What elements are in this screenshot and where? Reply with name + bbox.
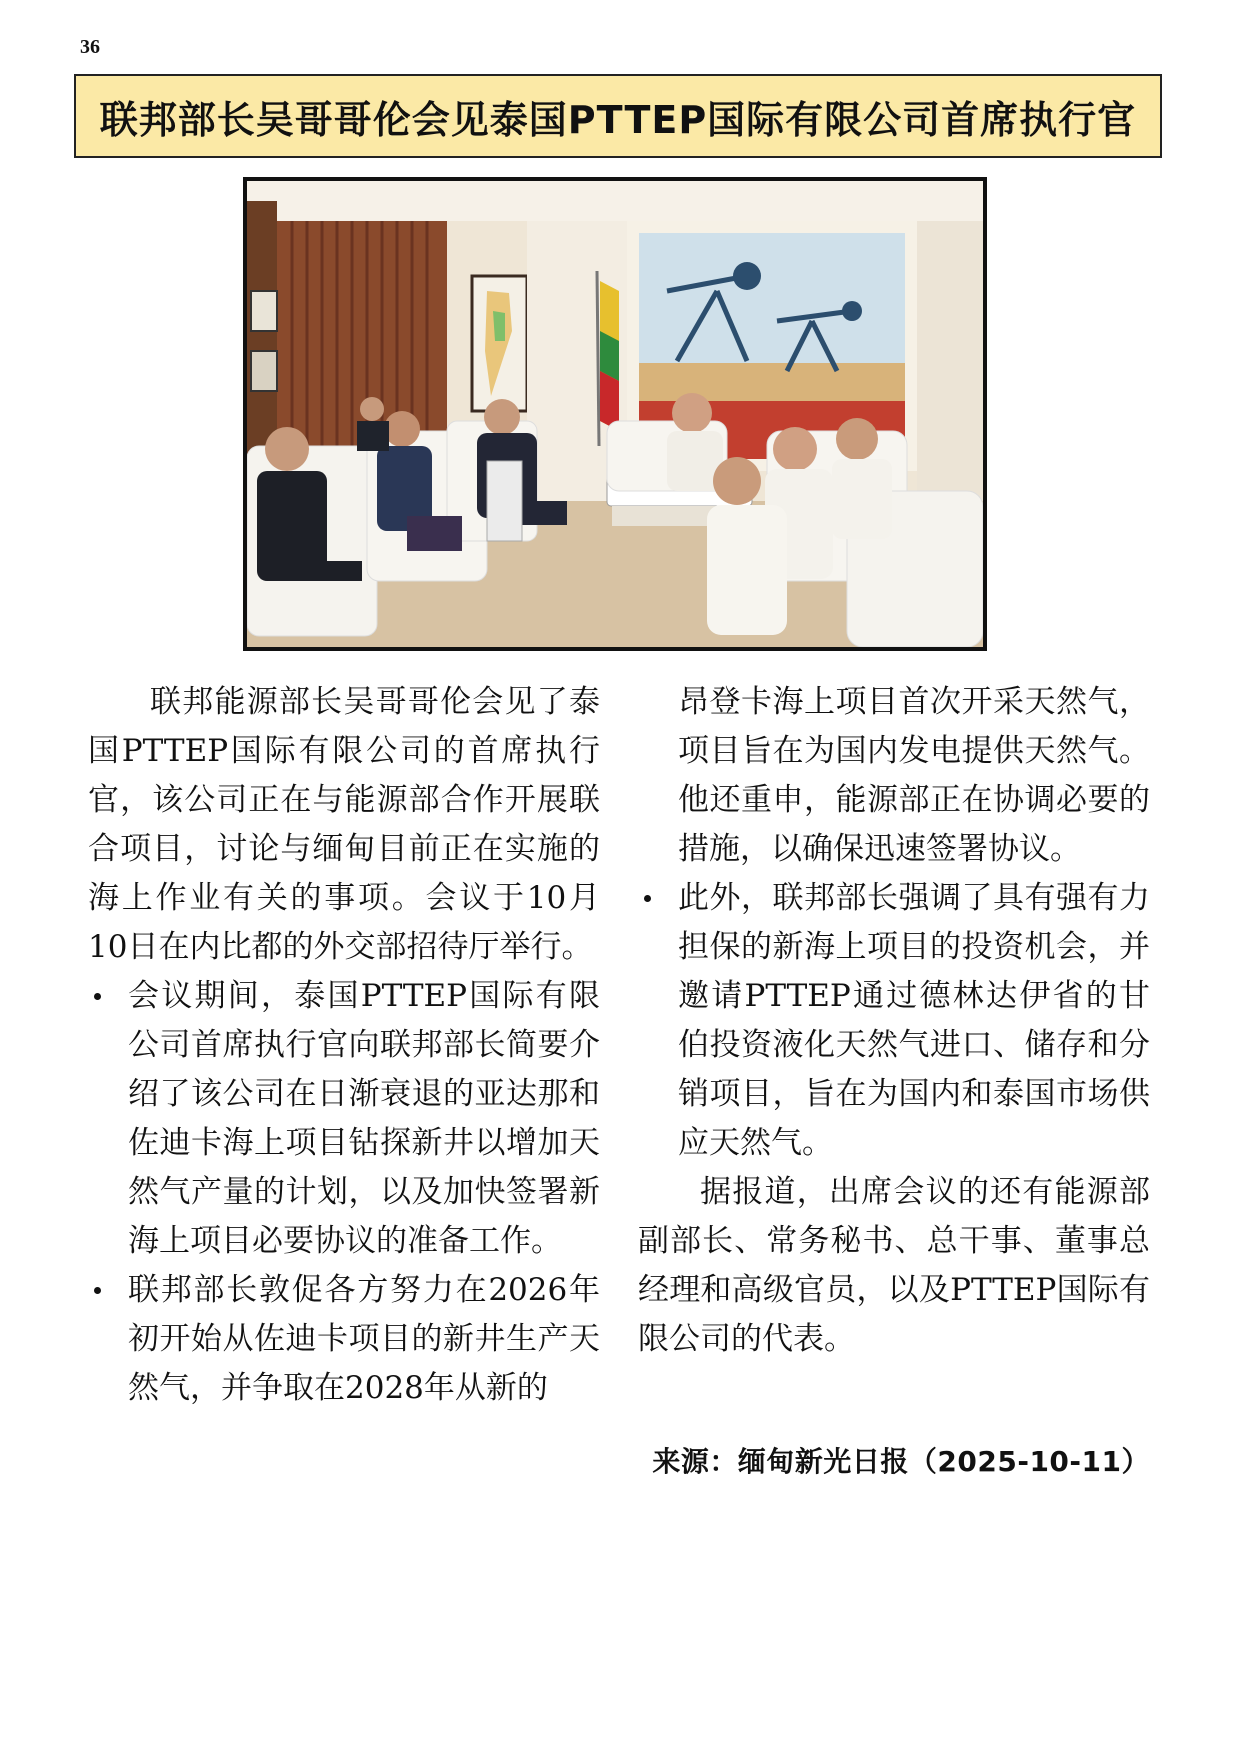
source-credit: 来源：缅甸新光日报（2025-10-11）: [652, 1445, 1150, 1478]
page-number: 36: [80, 36, 100, 58]
bullet-dot-icon: [94, 1287, 101, 1294]
bullet-dot-icon: [94, 993, 101, 1000]
bullet-3-text: 此外，联邦部长强调了具有强有力担保的新海上项目的投资机会，并邀请PTTEP通过德林达伊省的甘伯投资液化天然气进口、储存和分销项目，旨在为国内和泰国市场供应天然气。: [678, 880, 1150, 1161]
meeting-photo: [243, 177, 987, 651]
bullet-2-text-part1: 联邦部长敦促各方努力在2026年初开始从佐迪卡项目的新井生产天然气，并争取在2028年从新的: [128, 1272, 600, 1406]
article-bullet-1: [88, 972, 600, 1266]
article-right-column: [638, 678, 1150, 1364]
article-bullet-3: [638, 874, 1150, 1168]
headline-banner: [74, 74, 1162, 158]
article-bullet-2: [88, 1266, 600, 1413]
bullet-dot-icon: [644, 895, 651, 902]
meeting-photo-icon: [247, 181, 983, 647]
article-intro: 联邦能源部长吴哥哥伦会见了泰国PTTEP国际有限公司的首席执行官，该公司正在与能源部合作开展联合项目，讨论与缅甸目前正在实施的海上作业有关的事项。会议于10月10日在内比都的外交部招待厅举行。: [88, 684, 600, 965]
headline: 联邦部长吴哥哥伦会见泰国PTTEP国际有限公司首席执行官: [99, 97, 1137, 142]
article-closing: 据报道，出席会议的还有能源部副部长、常务秘书、总干事、董事总经理和高级官员，以及PTTEP国际有限公司的代表。: [638, 1174, 1150, 1357]
bullet-2-text-part2: 昂登卡海上项目首次开采天然气，项目旨在为国内发电提供天然气。他还重申，能源部正在协调必要的措施，以确保迅速签署协议。: [678, 684, 1150, 867]
bullet-1-text: 会议期间，泰国PTTEP国际有限公司首席执行官向联邦部长简要介绍了该公司在日渐衰退的亚达那和佐迪卡海上项目钻探新井以增加天然气产量的计划，以及加快签署新海上项目必要协议的准备工作。: [128, 978, 600, 1259]
article-left-column: [88, 678, 600, 1413]
